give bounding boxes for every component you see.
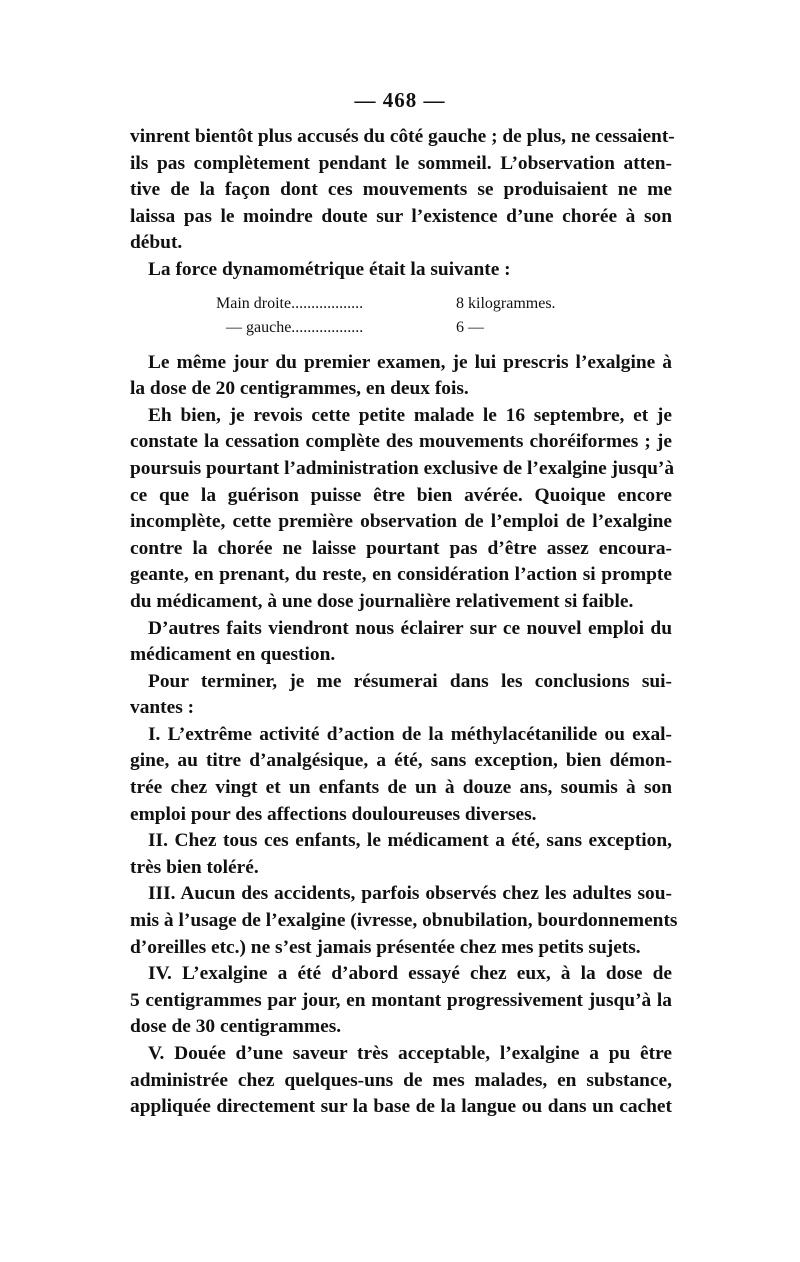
text-line: laissa pas le moindre doute sur l’existence d’une chorée à son bbox=[130, 205, 672, 227]
text-line: trée chez vingt et un enfants de un à douze ans, soumis à son bbox=[130, 777, 672, 799]
text-line: vinrent bientôt plus accusés du côté gauche ; de plus, ne cessaient- bbox=[130, 126, 675, 147]
text-line: IV. L’exalgine a été d’abord essayé chez eux, à la dose de bbox=[148, 963, 672, 985]
text-line: très bien toléré. bbox=[130, 856, 259, 878]
text-line: emploi pour des affections douloureuses diverses. bbox=[130, 803, 537, 825]
text-line: Le même jour du premier examen, je lui prescris l’exalgine à bbox=[148, 351, 672, 373]
text-line: D’autres faits viendront nous éclairer sur ce nouvel emploi du bbox=[148, 617, 672, 639]
text-line: Pour terminer, je me résumerai dans les conclusions sui- bbox=[148, 670, 672, 692]
page-number: — 468 — bbox=[354, 88, 446, 112]
paragraph-4 bbox=[130, 403, 675, 616]
text-line: administrée chez quelques-uns de mes malades, en substance, bbox=[130, 1069, 672, 1091]
paragraph-3 bbox=[130, 350, 672, 403]
text-line: vantes : bbox=[130, 697, 195, 719]
text-line: constate la cessation complète des mouvements choréiformes ; je bbox=[130, 431, 672, 453]
conclusion-5 bbox=[130, 1041, 672, 1121]
conclusion-4 bbox=[130, 961, 672, 1041]
text-line: ils pas complètement pendant le sommeil. L’observation atten- bbox=[130, 152, 672, 174]
text-line: I. L’extrême activité d’action de la méthylacétanilide ou exal- bbox=[148, 723, 672, 745]
dynamometry-row-right bbox=[216, 292, 672, 316]
text-line: II. Chez tous ces enfants, le médicament a été, sans exception, bbox=[148, 830, 672, 852]
text-line: 5 centigrammes par jour, en montant progressivement jusqu’à la bbox=[130, 989, 672, 1011]
paragraph-2 bbox=[130, 257, 672, 284]
dynamometry-label: Main droite.................. bbox=[216, 294, 364, 312]
text-line: mis à l’usage de l’exalgine (ivresse, obnubilation, bourdonnements bbox=[130, 910, 678, 932]
text-line: geante, en prenant, du reste, en considération l’action si prompte bbox=[130, 564, 672, 586]
text-line: la dose de 20 centigrammes, en deux fois. bbox=[130, 378, 469, 400]
text-line: appliquée directement sur la base de la langue ou dans un cachet bbox=[130, 1096, 672, 1118]
text-line: Eh bien, je revois cette petite malade le 16 septembre, et je bbox=[148, 404, 672, 426]
text-line: contre la chorée ne laisse pourtant pas d’être assez encoura- bbox=[130, 537, 672, 559]
dynamometry-label: — gauche.................. bbox=[226, 318, 364, 336]
dynamometry-row-left bbox=[216, 316, 672, 340]
text-line: ce que la guérison puisse être bien avérée. Quoique encore bbox=[130, 484, 672, 506]
dynamometry-value: 6 — bbox=[456, 318, 484, 336]
conclusion-1 bbox=[130, 722, 672, 828]
text-line: poursuis pourtant l’administration exclusive de l’exalgine jusqu’à bbox=[130, 457, 675, 479]
text-line: V. Douée d’une saveur très acceptable, l’exalgine a pu être bbox=[148, 1043, 672, 1064]
text-line: du médicament, à une dose journalière relativement si faible. bbox=[130, 590, 634, 612]
text-line: III. Aucun des accidents, parfois observés chez les adultes sou- bbox=[148, 883, 672, 905]
paragraph-5 bbox=[130, 616, 672, 669]
text-line: gine, au titre d’analgésique, a été, sans exception, bien démon- bbox=[130, 750, 672, 772]
text-line: La force dynamométrique était la suivante : bbox=[148, 258, 511, 280]
paragraph-6 bbox=[130, 669, 672, 722]
conclusion-2 bbox=[130, 828, 672, 881]
text-line: incomplète, cette première observation de l’emploi de l’exalgine bbox=[130, 511, 672, 533]
dynamometry-table bbox=[216, 292, 672, 340]
text-line: médicament en question. bbox=[130, 644, 336, 666]
conclusion-3 bbox=[130, 881, 678, 961]
dynamometry-value: 8 kilogrammes. bbox=[456, 294, 556, 312]
text-line: début. bbox=[130, 232, 183, 254]
text-line: d’oreilles etc.) ne s’est jamais présentée chez mes petits sujets. bbox=[130, 936, 641, 958]
body-text bbox=[130, 124, 678, 1121]
text-line: tive de la façon dont ces mouvements se produisaient ne me bbox=[130, 179, 672, 201]
text-line: dose de 30 centigrammes. bbox=[130, 1016, 342, 1038]
paragraph-1 bbox=[130, 124, 675, 257]
